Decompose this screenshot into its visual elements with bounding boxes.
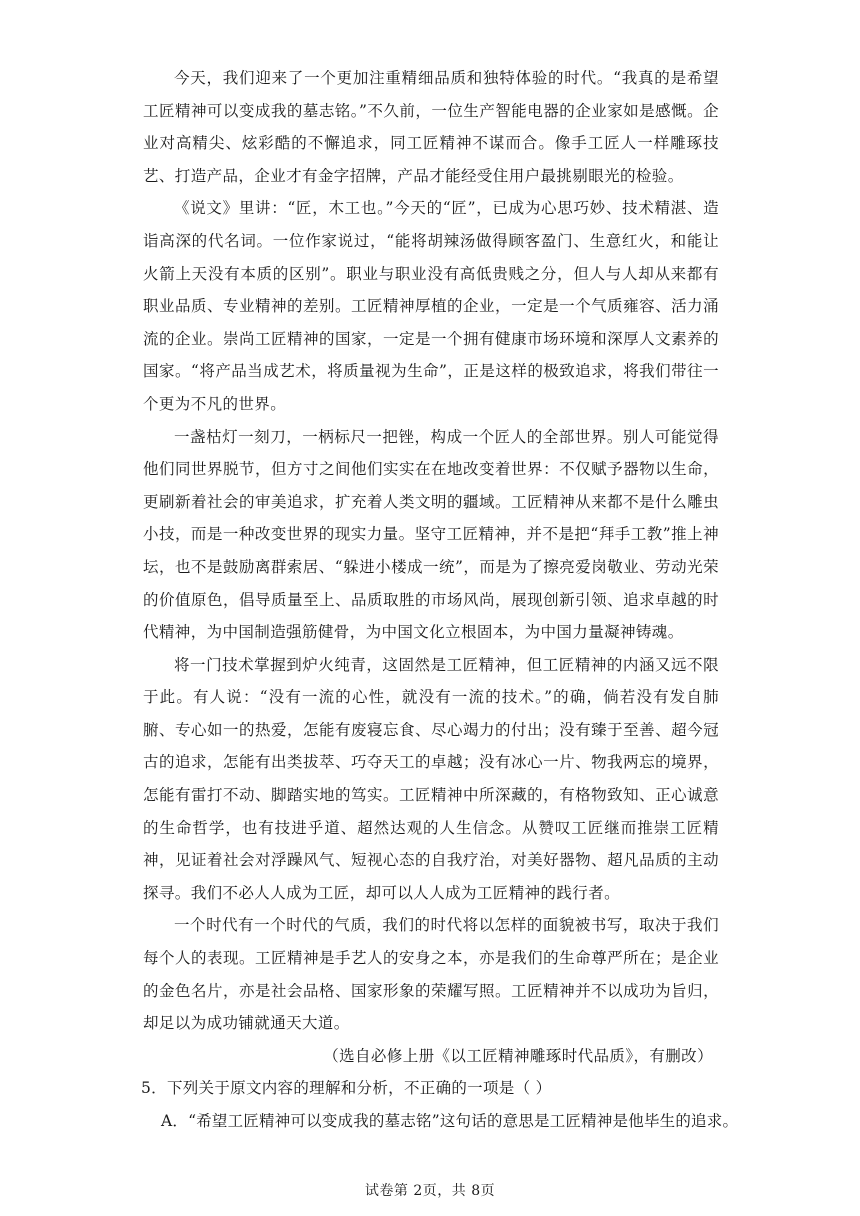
passage-paragraph-5: 一个时代有一个时代的气质，我们的时代将以怎样的面貌被书写，取决于我们每个人的表现。工匠精神是手艺人的安身之本，亦是我们的生命尊严所在；是企业的金色名片，亦是社会品格、国家形象的荣耀写照。工匠精神并不以成功为旨归，却足以为成功铺就通天大道。 bbox=[143, 916, 719, 1033]
passage-source: （选自必修上册《以工匠精神雕琢时代品质》，有删改） bbox=[323, 1046, 713, 1065]
passage-paragraph-4: 将一门技术掌握到炉火纯青，这固然是工匠精神，但工匠精神的内涵又远不限于此。有人说：“没有一流的心性，就没有一流的技术。”的确，倘若没有发自肺腑、专心如一的热爱，怎能有废寝忘食、尽心竭力的付出；没有臻于至善、超今冠古的追求，怎能有出类拔萃、巧夺天工的卓越；没有冰心一片、物我两忘的境界，怎能有雷打不动、脚踏实地的笃实。工匠精神中所深藏的，有格物致知、正心诚意的生命哲学，也有技进乎道、超然达观的人生信念。从赞叹工匠继而推崇工匠精神，见证着社会对浮躁风气、短视心态的自我疗治，对美好器物、超凡品质的主动探寻。我们不必人人成为工匠，却可以人人成为工匠精神的践行者。 bbox=[143, 655, 719, 902]
passage-paragraph-3: 一盏枯灯一刻刀，一柄标尺一把锉，构成一个匠人的全部世界。别人可能觉得他们同世界脱节，但方寸之间他们实实在在地改变着世界：不仅赋予器物以生命，更刷新着社会的审美追求，扩充着人类文明的疆域。工匠精神从来都不是什么雕虫小技，而是一种改变世界的现实力量。坚守工匠精神，并不是把“拜手工教”推上神坛，也不是鼓励离群索居、“躲进小楼成一统”，而是为了擦亮爱岗敬业、劳动光荣的价值原色，倡导质量至上、品质取胜的市场风尚，展现创新引领、追求卓越的时代精神，为中国制造强筋健骨，为中国文化立根固本，为中国力量凝神铸魂。 bbox=[143, 427, 719, 642]
page-footer: 试卷第 2页，共 8页 bbox=[364, 1183, 496, 1199]
question-5-stem: 5．下列关于原文内容的理解和分析，不正确的一项是（ ） bbox=[141, 1079, 552, 1098]
question-5-option-a: A．“希望工匠精神可以变成我的墓志铭”这句话的意思是工匠精神是他毕生的追求。 bbox=[161, 1112, 739, 1130]
reading-passage bbox=[141, 62, 739, 1138]
passage-paragraph-2: 《说文》里讲：“匠，木工也。”今天的“匠”，已成为心思巧妙、技术精湛、造诣高深的代名词。一位作家说过，“能将胡辣汤做得顾客盈门、生意红火，和能让火箭上天没有本质的区别”。职业与职业没有高低贵贱之分，但人与人却从来都有职业品质、专业精神的差别。工匠精神厚植的企业，一定是一个气质雍容、活力涌流的企业。崇尚工匠精神的国家，一定是一个拥有健康市场环境和深厚人文素养的国家。“将产品当成艺术，将质量视为生命”，正是这样的极致追求，将我们带往一个更为不凡的世界。 bbox=[143, 199, 719, 413]
passage-paragraph-1: 今天，我们迎来了一个更加注重精细品质和独特体验的时代。“我真的是希望工匠精神可以变成我的墓志铭。”不久前，一位生产智能电器的企业家如是感慨。企业对高精尖、炫彩酷的不懈追求，同工匠精神不谋而合。像手工匠人一样雕琢技艺、打造产品，企业才有金字招牌，产品才能经受住用户最挑剔眼光的检验。 bbox=[143, 69, 719, 185]
